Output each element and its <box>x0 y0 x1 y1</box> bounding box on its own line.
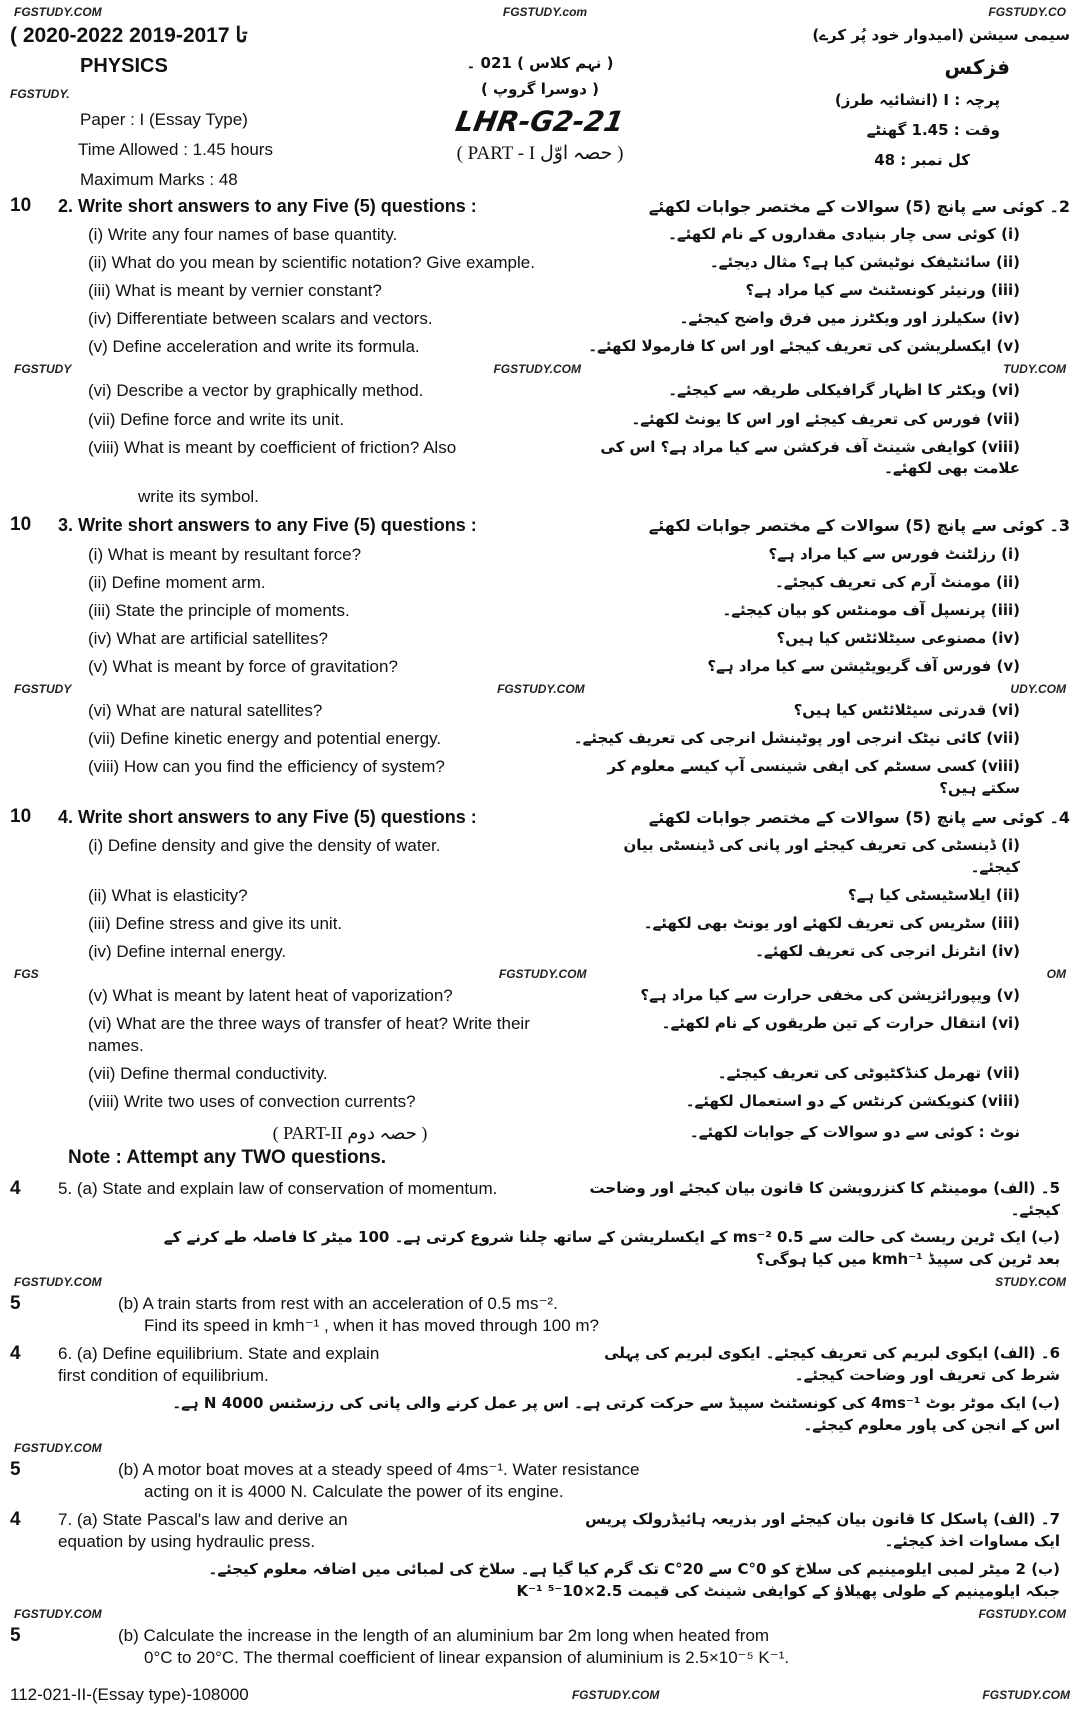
q3-question-ur: (vii) کائی نیٹک انرجی اور پوٹینشل انرجی کی تعریف کیجئے۔ <box>573 729 1020 748</box>
q2-heading-row <box>10 192 1070 221</box>
watermark-row <box>10 361 1070 377</box>
q7-b-ur-row <box>10 1556 1070 1606</box>
class-urdu: ( نہم کلاس ) 021 ۔ <box>466 54 614 73</box>
watermark: OM <box>1046 966 1066 981</box>
q2-question-ur: (vii) فورس کی تعریف کیجئے اور اس کا یونٹ لکھئے۔ <box>631 409 1020 428</box>
q6-b-ur-block <box>58 1393 1070 1437</box>
q2-question-cont: write its symbol. <box>138 487 259 507</box>
q3-question-row <box>10 753 1070 803</box>
watermark: STUDY.COM <box>995 1274 1066 1289</box>
watermark-row <box>10 966 1070 982</box>
q2-question-ur: (viii) کوایفی شینٹ آف فرکشن سے کیا مراد ہے؟ اس کی علامت بھی لکھئے۔ <box>600 437 1020 478</box>
q6-a-en: first condition of equilibrium. <box>58 1366 269 1386</box>
note-en: Note : Attempt any TWO questions. <box>68 1147 387 1169</box>
q5-b-en: Find its speed in kmh⁻¹ , when it has moved through 100 m? <box>144 1315 599 1335</box>
q7-b-ur-block <box>58 1559 1070 1603</box>
footer <box>10 1684 1070 1706</box>
watermark: TUDY.COM <box>1003 362 1066 377</box>
q4-question-row <box>10 832 1070 882</box>
q5-b-en-block <box>58 1293 1070 1337</box>
q2-question-row <box>10 434 1070 484</box>
q3-question-ur: (i) رزلٹنٹ فورس سے کیا مراد ہے؟ <box>768 544 1020 563</box>
q3-question-en: (vi) What are natural satellites? <box>88 701 323 721</box>
q5-b-marks: 5 <box>10 1292 21 1314</box>
q7-b-ur: جبکہ ایلومینیم کے طولی پھیلاؤ کے کوایفی شینٹ کی قیمت 2.5×10⁻⁵ K⁻¹ <box>516 1581 1060 1600</box>
q7-a-marks: 4 <box>10 1508 21 1530</box>
q2-question-ur: (iv) سکیلرز اور ویکٹرز میں فرق واضح کیجئے۔ <box>679 309 1020 328</box>
watermark-row <box>10 4 1070 20</box>
q4-question-row <box>10 982 1070 1010</box>
q5-b-ur-row <box>10 1224 1070 1274</box>
q2-question-en: (vii) Define force and write its unit. <box>88 409 345 429</box>
q6-b-row <box>10 1456 1070 1506</box>
q4-question-row <box>10 1010 1070 1060</box>
q3-question-ur: (ii) مومنٹ آرم کی تعریف کیجئے۔ <box>774 572 1020 591</box>
q4-question-ur: (ii) ایلاسٹیسٹی کیا ہے؟ <box>847 885 1020 904</box>
q5-a-ur: 5۔ (الف) مومینٹم کا کنزرویشن کا قانون بیان کیجئے اور وضاحت کیجئے۔ <box>589 1178 1060 1219</box>
q2-question-en: (i) Write any four names of base quantity. <box>88 224 398 244</box>
q3-question-ur: (iii) پرنسپل آف مومنٹس کو بیان کیجئے۔ <box>722 600 1020 619</box>
watermark-row <box>10 1274 1070 1290</box>
max-marks-en: Maximum Marks : 48 <box>80 170 238 190</box>
q3-question-en: (iv) What are artificial satellites? <box>88 628 328 648</box>
q2-question-en: (iii) What is meant by vernier constant? <box>88 281 382 301</box>
header-right <box>740 53 1070 191</box>
q2-question-row <box>10 333 1070 361</box>
q3-question-row <box>10 597 1070 625</box>
watermark: FGSTUDY.COM <box>497 682 585 697</box>
q2-heading: 2. Write short answers to any Five (5) questions : <box>58 195 477 216</box>
q7-b-ur: (ب) 2 میٹر لمبی ایلومینیم کی سلاخ کو 0°C سے 20°C تک گرم کیا گیا ہے۔ سلاخ کی لمبائی میں اضافہ معلوم کیجئے۔ <box>208 1560 1060 1579</box>
q5-a-row <box>10 1175 1070 1225</box>
q6-b-en: (b) A motor boat moves at a steady speed of 4ms⁻¹. Water resistance <box>118 1459 640 1479</box>
q2-question-row <box>10 249 1070 277</box>
part-two-row <box>10 1122 1070 1144</box>
watermark: FGSTUDY.COM <box>14 5 102 19</box>
q2-question-en: (iv) Differentiate between scalars and vectors. <box>88 309 433 329</box>
q4-question-en: (iii) Define stress and give its unit. <box>88 913 343 933</box>
q6-a-en-block <box>58 1343 558 1387</box>
q3-question-en: (i) What is meant by resultant force? <box>88 544 362 564</box>
marks-q4: 10 <box>10 805 32 827</box>
watermark: FGSTUDY <box>14 682 72 697</box>
q5-b-ur: (ب) ایک ٹرین ریسٹ کی حالت سے 0.5 ms⁻² کے ایکسلریشن کے ساتھ چلنا شروع کرتی ہے۔ 100 میٹر کا فاصلہ طے کرنے کے <box>163 1228 1060 1247</box>
session-years: ( 2020-2022 تا 2017-2019 <box>10 24 248 47</box>
watermark: FGSTUDY.COM <box>498 966 587 981</box>
q2-question-cont-row <box>10 483 1070 511</box>
q7-b-row <box>10 1622 1070 1672</box>
q3-question-ur: (viii) کسی سسٹم کی ایفی شینسی آپ کیسے معلوم کر سکتے ہیں؟ <box>607 757 1020 798</box>
q3-question-en: (iii) State the principle of moments. <box>88 600 350 620</box>
q4-question-row <box>10 938 1070 966</box>
q6-b-ur-row <box>10 1390 1070 1440</box>
subject-en: PHYSICS <box>80 55 168 78</box>
marks-ur: کل نمبر : 48 <box>874 150 970 169</box>
watermark: FGSTUDY.CO <box>988 5 1066 19</box>
q2-question-row <box>10 377 1070 405</box>
q5-b-row <box>10 1290 1070 1340</box>
watermark: FGS <box>14 966 39 981</box>
q3-question-row <box>10 697 1070 725</box>
q3-question-row <box>10 569 1070 597</box>
time-allowed-en: Time Allowed : 1.45 hours <box>78 140 273 160</box>
header-left <box>10 53 340 191</box>
q3-heading-row <box>10 511 1070 540</box>
q3-question-row <box>10 725 1070 753</box>
q2-question-en: (ii) What do you mean by scientific notation? Give example. <box>88 253 535 273</box>
q7-b-en-block <box>58 1625 1070 1669</box>
q2-question-ur: (v) ایکسلریشن کی تعریف کیجئے اور اس کا فارمولا لکھئے۔ <box>588 337 1020 356</box>
q2-question-row <box>10 406 1070 434</box>
footer-watermark: FGSTUDY.COM <box>982 1687 1070 1702</box>
q4-heading: 4. Write short answers to any Five (5) questions : <box>58 806 477 827</box>
q4-question-en: (viii) Write two uses of convection currents? <box>88 1092 416 1112</box>
q5-b-ur-block <box>58 1227 1070 1271</box>
q3-question-en: (ii) Define moment arm. <box>88 572 266 592</box>
q5-a-en: 5. (a) State and explain law of conservation of momentum. <box>58 1178 498 1198</box>
q4-question-ur: (iv) انٹرنل انرجی کی تعریف لکھئے۔ <box>755 941 1020 960</box>
q2-question-row <box>10 277 1070 305</box>
q3-question-ur: (vi) قدرتی سیٹلائٹس کیا ہیں؟ <box>793 701 1020 720</box>
q7-a-en: equation by using hydraulic press. <box>58 1532 316 1551</box>
q3-heading: 3. Write short answers to any Five (5) questions : <box>58 515 477 536</box>
q3-question-ur: (iv) مصنوعی سیٹلائٹس کیا ہیں؟ <box>776 628 1020 647</box>
q2-question-ur: (ii) سائنٹیفک نوٹیشن کیا ہے؟ مثال دیجئے۔ <box>709 253 1020 272</box>
marks-q2: 10 <box>10 194 32 216</box>
q4-heading-ur: 4۔ کوئی سے پانچ (5) سوالات کے مختصر جوابات لکھئے <box>648 807 1070 827</box>
q2-question-en: (v) Define acceleration and write its formula. <box>88 337 420 357</box>
q3-question-en: (vii) Define kinetic energy and potential energy. <box>88 729 442 749</box>
q4-question-ur: (viii) کنویکشن کرنٹس کے دو استعمال لکھئے۔ <box>685 1092 1020 1111</box>
part-one-label: ( PART - I حصہ اوّل ) <box>456 143 624 165</box>
watermark: FGSTUDY. <box>10 87 70 102</box>
paper-type-ur: پرچہ : I (انشائیہ طرز) <box>834 91 1000 110</box>
q3-question-en: (v) What is meant by force of gravitation? <box>88 656 398 676</box>
q4-question-ur: (vi) انتقال حرارت کے تین طریقوں کے نام لکھئے۔ <box>661 1014 1020 1033</box>
header-center <box>350 53 730 191</box>
q7-a-en-block <box>58 1509 558 1553</box>
note-ur: نوٹ : کوئی سے دو سوالات کے جوابات لکھئے۔ <box>689 1123 1020 1142</box>
watermark: FGSTUDY <box>14 362 72 377</box>
q4-question-ur: (v) ویپورائزیشن کی مخفی حرارت سے کیا مراد ہے؟ <box>640 985 1020 1004</box>
footer-watermark: FGSTUDY.COM <box>571 1687 660 1702</box>
q7-b-marks: 5 <box>10 1624 21 1646</box>
q2-question-row <box>10 221 1070 249</box>
q7-a-en: 7. (a) State Pascal's law and derive an <box>58 1509 348 1529</box>
watermark: FGSTUDY.COM <box>493 362 581 377</box>
q6-b-en: acting on it is 4000 N. Calculate the power of its engine. <box>144 1481 564 1501</box>
watermark: FGSTUDY.COM <box>14 1274 102 1289</box>
q6-a-en: 6. (a) Define equilibrium. State and explain <box>58 1344 380 1364</box>
paper-code-logo: LHR-G2-21 <box>453 104 627 138</box>
q7-b-en: 0°C to 20°C. The thermal coefficient of linear expansion of aluminium is 2.5×10⁻⁵ K⁻¹. <box>144 1647 790 1667</box>
q3-heading-ur: 3۔ کوئی سے پانچ (5) سوالات کے مختصر جوابات لکھئے <box>648 516 1070 536</box>
q2-question-ur: (vi) ویکٹر کا اظہار گرافیکلی طریقہ سے کیجئے۔ <box>668 381 1020 400</box>
q4-question-en: (i) Define density and give the density of water. <box>88 836 441 856</box>
q5-b-ur: بعد ٹرین کی سپیڈ kmh⁻¹ میں کیا ہوگی؟ <box>756 1250 1060 1269</box>
q4-question-en: (iv) Define internal energy. <box>88 941 287 961</box>
time-ur: وقت : 1.45 گھنٹے <box>866 121 1000 140</box>
watermark-row <box>10 681 1070 697</box>
header <box>10 53 1070 191</box>
q4-question-en: (vi) What are the three ways of transfer of heat? Write their names. <box>88 1014 530 1056</box>
q4-question-row <box>10 1088 1070 1116</box>
q4-heading-row <box>10 803 1070 832</box>
q2-question-en: (viii) What is meant by coefficient of friction? Also <box>88 437 457 457</box>
q2-question-en: (vi) Describe a vector by graphically method. <box>88 381 424 401</box>
watermark: FGSTUDY.com <box>502 5 588 19</box>
q6-b-ur: اس کے انجن کی پاور معلوم کیجئے۔ <box>803 1415 1060 1434</box>
subject-ur: فزکس <box>944 55 1010 80</box>
watermark-row <box>10 1606 1070 1622</box>
q6-b-marks: 5 <box>10 1458 21 1480</box>
q6-a-row <box>10 1340 1070 1390</box>
q7-a-row <box>10 1506 1070 1556</box>
q4-question-row <box>10 910 1070 938</box>
q3-question-en: (viii) How can you find the efficiency of system? <box>88 757 445 777</box>
group-urdu: ( دوسرا گروپ ) <box>480 80 600 99</box>
q3-question-row <box>10 653 1070 681</box>
q4-question-row <box>10 882 1070 910</box>
q7-b-en: (b) Calculate the increase in the length of an aluminium bar 2m long when heated from <box>118 1625 770 1645</box>
q4-question-en: (vii) Define thermal conductivity. <box>88 1064 328 1084</box>
q4-question-ur: (i) ڈینسٹی کی تعریف کیجئے اور پانی کی ڈینسٹی بیان کیجئے۔ <box>623 836 1020 876</box>
q4-question-en: (ii) What is elasticity? <box>88 885 248 905</box>
q5-a-en-block <box>58 1178 558 1200</box>
paper-type-en: Paper : I (Essay Type) <box>80 110 248 130</box>
q2-question-row <box>10 305 1070 333</box>
q4-question-row <box>10 1060 1070 1088</box>
q2-question-ur: (i) کوئی سی چار بنیادی مقداروں کے نام لکھئے۔ <box>668 224 1020 243</box>
q2-heading-ur: 2۔ کوئی سے پانچ (5) سوالات کے مختصر جوابات لکھئے <box>648 196 1070 216</box>
watermark: FGSTUDY.COM <box>14 1606 102 1621</box>
q3-question-row <box>10 625 1070 653</box>
session-row <box>10 22 1070 49</box>
watermark: UDY.COM <box>1010 682 1066 697</box>
q6-b-ur: (ب) ایک موٹر بوٹ 4ms⁻¹ کی کونسٹنٹ سپیڈ سے حرکت کرتی ہے۔ اس پر عمل کرنے والی پانی کی رزسٹنس 4000 N ہے۔ <box>172 1394 1060 1413</box>
q6-a-ur: 6۔ (الف) ایکوی لبریم کی تعریف کیجئے۔ ایکوی لبریم کی پہلی شرط کی تعریف اور وضاحت کیجئے۔ <box>604 1344 1060 1384</box>
watermark: FGSTUDY.COM <box>978 1606 1066 1621</box>
part-two-label: ( PART-II حصہ دوم ) <box>272 1122 428 1143</box>
q2-question-ur: (iii) ورنیئر کونسٹنٹ سے کیا مراد ہے؟ <box>745 281 1020 300</box>
q4-question-ur: (vii) تھرمل کنڈکٹیوٹی کی تعریف کیجئے۔ <box>717 1064 1020 1083</box>
q6-a-marks: 4 <box>10 1343 21 1365</box>
q3-question-ur: (v) فورس آف گریویٹیشن سے کیا مراد ہے؟ <box>707 656 1020 675</box>
marks-q3: 10 <box>10 514 32 536</box>
q7-a-ur: 7۔ (الف) پاسکل کا قانون بیان کیجئے اور بذریعہ ہائیڈرولک پریس ایک مساوات اخذ کیجئے۔ <box>585 1509 1060 1550</box>
watermark: FGSTUDY.COM <box>14 1440 102 1455</box>
q4-question-en: (v) What is meant by latent heat of vaporization? <box>88 985 453 1005</box>
q6-b-en-block <box>58 1459 1070 1503</box>
footer-code: 112-021-II-(Essay type)-108000 <box>10 1684 249 1704</box>
session-urdu: سیمی سیشن (امیدوار خود پُر کرے) <box>812 25 1070 44</box>
q4-question-ur: (iii) سٹریس کی تعریف لکھئے اور یونٹ بھی لکھئے۔ <box>643 913 1020 932</box>
q5-a-marks: 4 <box>10 1177 21 1199</box>
watermark-row <box>10 1440 1070 1456</box>
q3-question-row <box>10 541 1070 569</box>
q5-b-en: (b) A train starts from rest with an acceleration of 0.5 ms⁻². <box>118 1293 558 1313</box>
